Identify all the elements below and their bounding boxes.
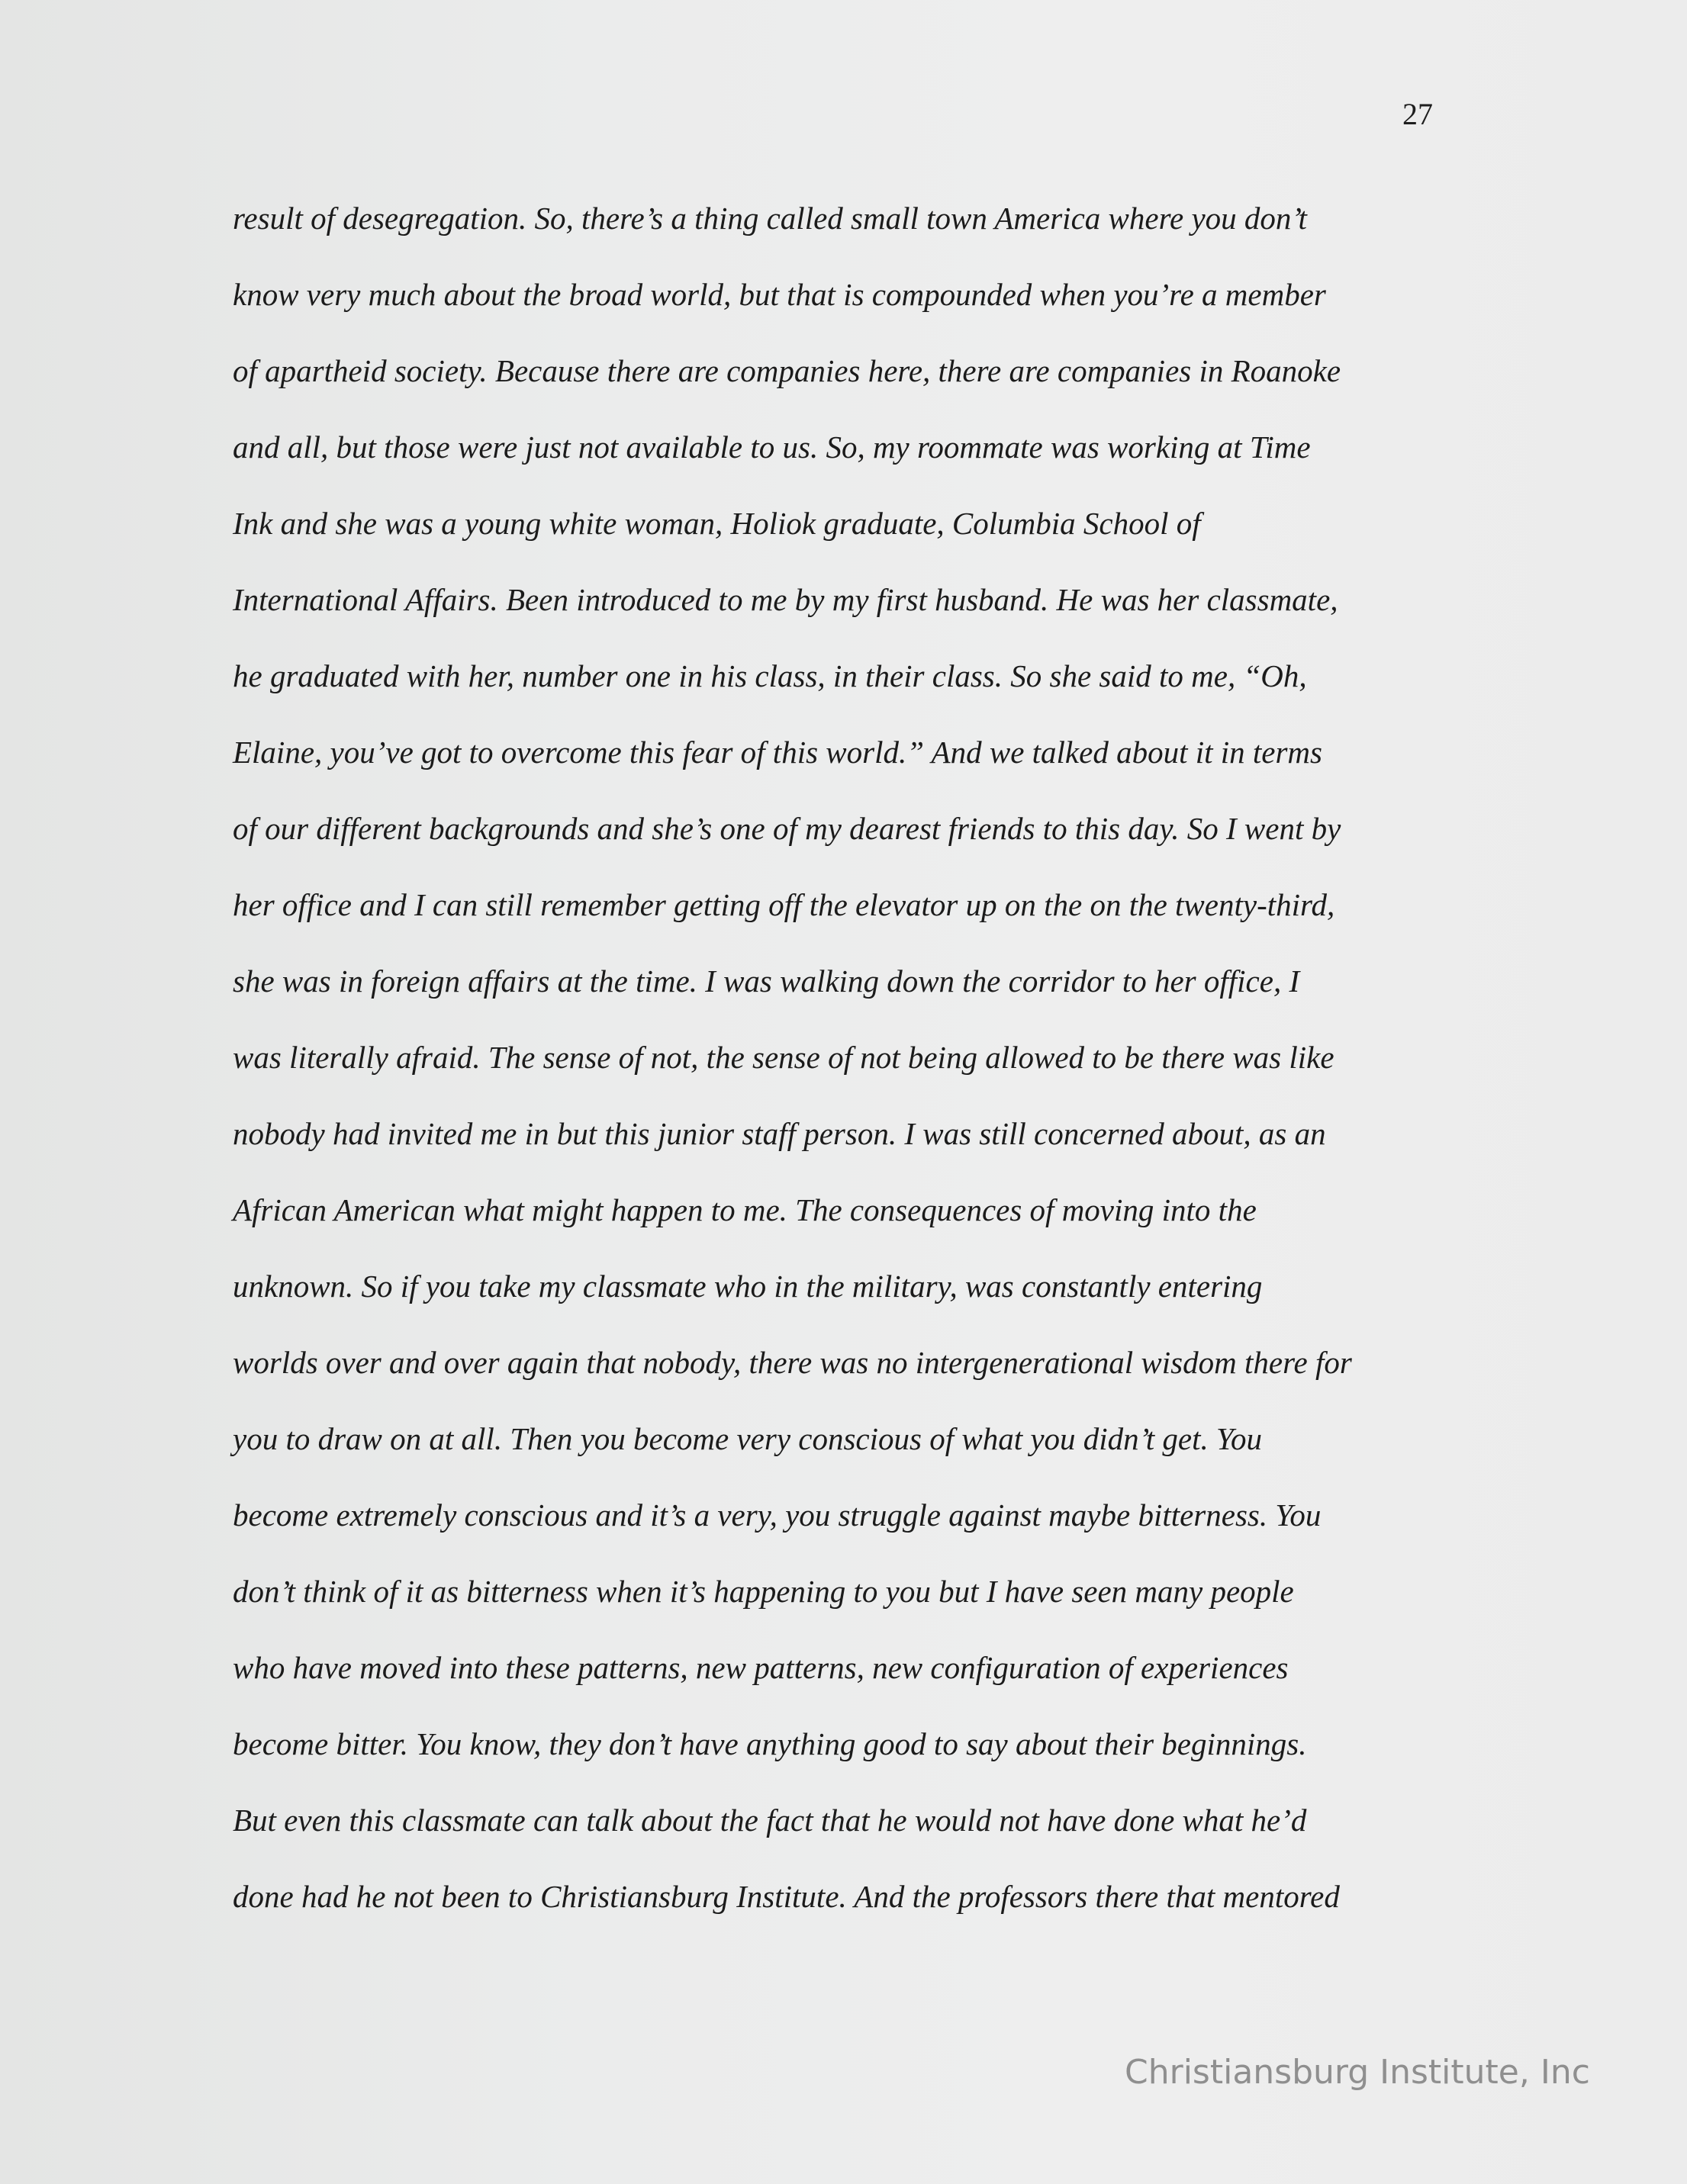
text-line: result of desegregation. So, there’s a thing called small town America where you don’t xyxy=(233,201,1307,236)
text-line: unknown. So if you take my classmate who in the military, was constantly entering xyxy=(233,1269,1263,1304)
text-line: worlds over and over again that nobody, there was no intergenerational wisdom there for xyxy=(233,1345,1352,1380)
text-line: of our different backgrounds and she’s one of my dearest friends to this day. So I went by xyxy=(233,811,1341,846)
text-line: who have moved into these patterns, new patterns, new configuration of experiences xyxy=(233,1650,1289,1685)
text-line: don’t think of it as bitterness when it’s happening to you but I have seen many people xyxy=(233,1574,1294,1609)
text-line: her office and I can still remember getting off the elevator up on the on the twenty-third, xyxy=(233,887,1335,922)
text-line: was literally afraid. The sense of not, the sense of not being allowed to be there was like xyxy=(233,1040,1334,1075)
watermark: Christiansburg Institute, Inc xyxy=(1125,2053,1590,2092)
text-line: done had he not been to Christiansburg Institute. And the professors there that mentored xyxy=(233,1879,1340,1914)
text-line: become extremely conscious and it’s a very, you struggle against maybe bitterness. You xyxy=(233,1497,1322,1533)
text-line: she was in foreign affairs at the time. I was walking down the corridor to her office, I xyxy=(233,963,1300,999)
text-line: you to draw on at all. Then you become very conscious of what you didn’t get. You xyxy=(233,1421,1263,1456)
text-line: become bitter. You know, they don’t have anything good to say about their beginnings. xyxy=(233,1726,1307,1761)
page-number: 27 xyxy=(1402,97,1433,131)
text-line: nobody had invited me in but this junior staff person. I was still concerned about, as an xyxy=(233,1116,1326,1151)
transcript-body xyxy=(233,194,1454,1948)
text-line: International Affairs. Been introduced to me by my first husband. He was her classmate, xyxy=(233,582,1338,617)
text-line: of apartheid society. Because there are companies here, there are companies in Roanoke xyxy=(233,353,1341,388)
text-line: Elaine, you’ve got to overcome this fear of this world.” And we talked about it in terms xyxy=(233,735,1322,770)
text-line: Ink and she was a young white woman, Holiok graduate, Columbia School of xyxy=(233,506,1201,541)
text-line: he graduated with her, number one in his class, in their class. So she said to me, “Oh, xyxy=(233,658,1307,693)
text-line: know very much about the broad world, but that is compounded when you’re a member xyxy=(233,277,1326,312)
text-line: But even this classmate can talk about the fact that he would not have done what he’d xyxy=(233,1803,1307,1838)
text-line: and all, but those were just not available to us. So, my roommate was working at Time xyxy=(233,429,1311,465)
text-line: African American what might happen to me. The consequences of moving into the xyxy=(233,1192,1257,1227)
